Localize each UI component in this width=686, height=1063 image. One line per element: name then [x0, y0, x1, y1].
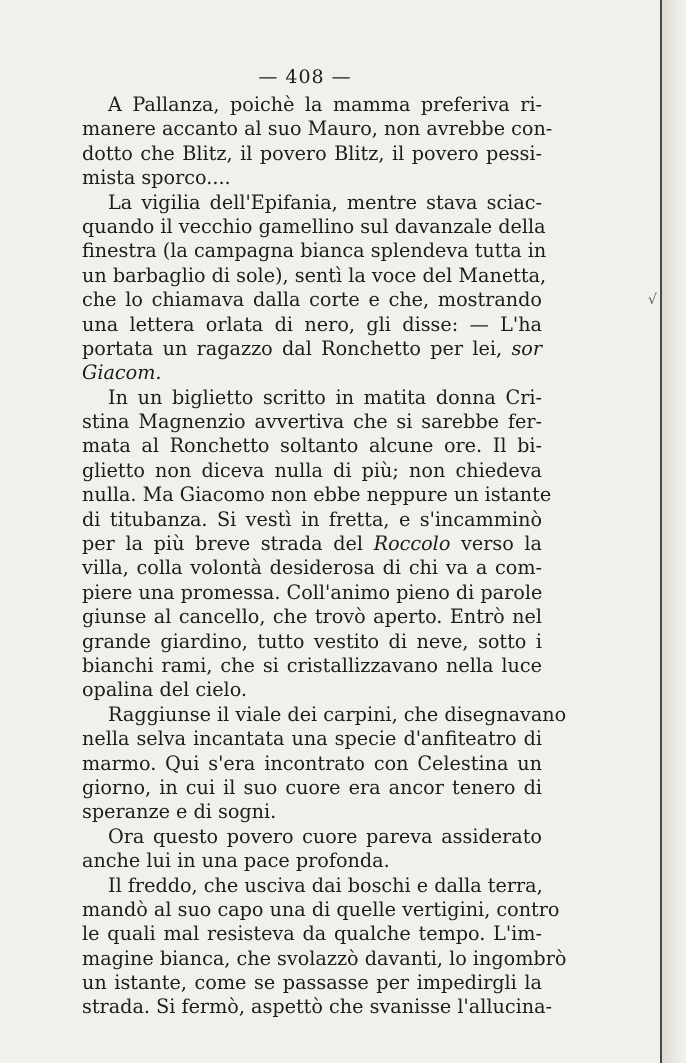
text-line-content: A Pallanza, poichè la mamma preferiva ri- — [108, 93, 542, 116]
text-line — [82, 654, 542, 678]
text-line — [82, 605, 542, 629]
italic-text: sor — [511, 336, 543, 360]
page-number: — 408 — — [258, 66, 352, 88]
text-line-content: In un biglietto scritto in matita donna Cri- — [108, 385, 542, 409]
text-line — [82, 117, 553, 141]
text-line — [82, 556, 542, 580]
text-line — [82, 922, 542, 946]
text-line — [82, 386, 542, 410]
text-line-content: grande giardino, tutto vestito di neve, sotto i — [82, 629, 542, 653]
text-line-content: giorno, in cui il suo cuore era ancor tenero di — [82, 775, 542, 799]
text-line-content: Ora questo povero cuore pareva assiderato — [108, 824, 542, 848]
text-line — [82, 191, 542, 215]
text-line-content: finestra (la campagna bianca splendeva tutta in — [82, 239, 547, 263]
text-line — [82, 581, 542, 605]
text-line-content: le quali mal resisteva da qualche tempo. L'im- — [82, 922, 542, 946]
text-line-content: per la più breve strada del — [82, 532, 363, 556]
text-line — [82, 483, 552, 507]
text-line — [82, 776, 542, 800]
text-line-content: nella selva incantata una specie d'anfiteatro di — [82, 727, 542, 751]
text-line-content: bianchi rami, che si cristallizzavano nella luce — [82, 653, 542, 677]
text-line-content: nulla. Ma Giacomo non ebbe neppure un istante — [82, 483, 552, 507]
text-line-content: magine bianca, che svolazzò davanti, lo ingombrò — [82, 946, 567, 970]
text-line — [82, 263, 547, 288]
text-line — [82, 288, 542, 312]
text-line — [82, 825, 542, 849]
text-line — [82, 897, 560, 922]
page-edge-shadow — [662, 0, 686, 1063]
page-edge — [660, 0, 662, 1063]
text-line — [82, 995, 553, 1019]
text-line — [82, 313, 542, 337]
text-line — [82, 946, 567, 971]
text-line-tail: verso la — [461, 532, 542, 556]
text-line — [82, 874, 542, 898]
text-line-content: strada. Si fermò, aspettò che svanisse l'allucina- — [82, 995, 553, 1019]
text-line — [82, 361, 542, 385]
text-line — [82, 752, 542, 776]
text-line — [82, 459, 542, 483]
text-line — [82, 508, 542, 532]
text-line-content: speranze e di sogni. — [82, 800, 277, 824]
text-line — [82, 337, 542, 361]
text-line-content: opalina del cielo. — [82, 678, 248, 702]
italic-text: Giacom. — [82, 361, 162, 385]
text-line — [82, 702, 567, 727]
text-line-content: La vigilia dell'Epifania, mentre stava sciac- — [108, 190, 542, 214]
text-line — [82, 849, 542, 873]
text-line-content: manere accanto al suo Mauro, non avrebbe con- — [82, 117, 553, 141]
text-line — [82, 93, 542, 117]
text-line-content: una lettera orlata di nero, gli disse: — L'ha — [82, 312, 542, 336]
italic-text: Roccolo — [373, 532, 451, 556]
text-line-content: Il freddo, che usciva dai boschi e dalla terra, — [108, 873, 543, 897]
body-text — [82, 93, 567, 1020]
text-line-content: villa, colla volontà desiderosa di chi va a com- — [82, 556, 542, 580]
text-line-content: mata al Ronchetto soltanto alcune ore. Il bi- — [82, 434, 542, 458]
text-line-content: stina Magnenzio avvertiva che si sarebbe fer- — [82, 410, 542, 434]
text-line-content: glietto non diceva nulla di più; non chiedeva — [82, 458, 542, 482]
text-line — [82, 214, 546, 239]
text-line-content: dotto che Blitz, il povero Blitz, il povero pessi- — [82, 141, 542, 165]
text-line — [82, 971, 542, 995]
text-line — [82, 166, 542, 190]
text-line-content: un istante, come se passasse per impedirgli la — [82, 971, 542, 995]
text-line-content: mista sporco.... — [82, 166, 231, 190]
margin-mark: √ — [648, 292, 657, 308]
text-line — [82, 239, 547, 263]
text-line-content: mandò al suo capo una di quelle vertigini, contro — [82, 897, 560, 921]
text-line — [82, 800, 542, 824]
text-line-content: piere una promessa. Coll'animo pieno di parole — [82, 580, 543, 604]
text-line-content: Raggiunse il viale dei carpini, che disegnavano — [108, 702, 567, 726]
text-line — [82, 727, 542, 751]
text-line — [82, 630, 542, 654]
text-line-content: quando il vecchio gamellino sul davanzale della — [82, 214, 546, 238]
text-line — [82, 678, 542, 702]
text-line-content: marmo. Qui s'era incontrato con Celestina un — [82, 751, 542, 775]
text-line-content: giunse al cancello, che trovò aperto. Entrò nel — [82, 605, 542, 629]
text-line-content: un barbaglio di sole), sentì la voce del Manetta, — [82, 263, 547, 287]
text-line — [82, 410, 542, 434]
text-line-content: portata un ragazzo dal Ronchetto per lei, — [82, 336, 503, 360]
text-line-content: di titubanza. Si vestì in fretta, e s'incamminò — [82, 507, 542, 531]
text-line-content: anche lui in una pace profonda. — [82, 849, 390, 873]
text-line — [82, 434, 542, 458]
text-line — [82, 142, 542, 166]
text-line-content: che lo chiamava dalla corte e che, mostrando — [82, 288, 542, 312]
text-line — [82, 532, 542, 556]
